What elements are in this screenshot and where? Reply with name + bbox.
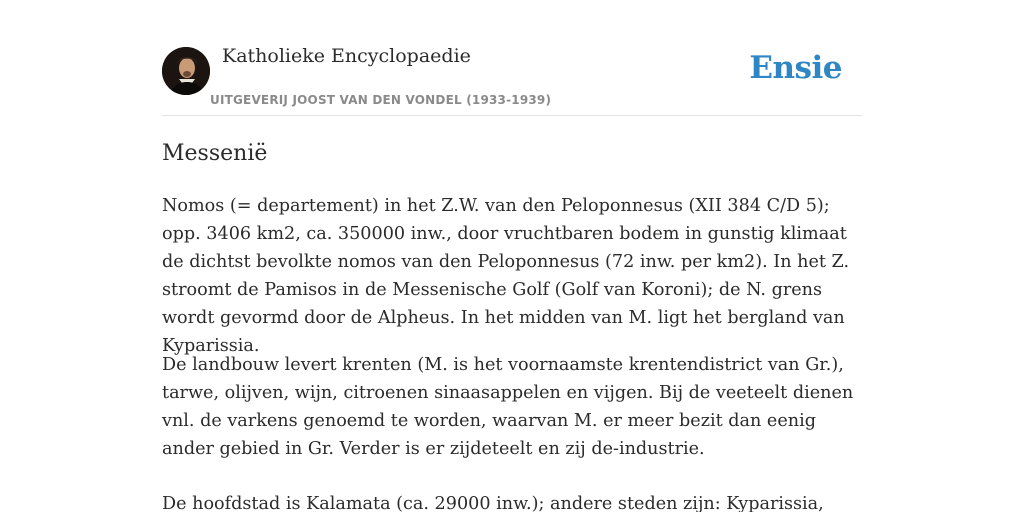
entry-title: Messenië [162,141,268,166]
site-title[interactable]: Katholieke Encyclopaedie [222,45,471,67]
brand-logo[interactable]: Ensie [749,50,842,86]
article-paragraph: De hoofdstad is Kalamata (ca. 29000 inw.); andere steden zijn: Kyparissia, [162,494,824,512]
article-paragraph: Nomos (= departement) in het Z.W. van den Peloponnesus (XII 384 C/D 5); opp. 3406 km2, ca. 350000 inw., door vruchtbaren bodem in gunstig klimaat de dichtst bevolkte nomos van den Peloponnesus (72 inw. per km2). In het Z. stroomt de Pamisos in de Messenische Golf (Golf van Koroni); de N. grens wordt gevormd door de Alpheus. In het midden van M. ligt het bergland van Kyparissia. [162,196,850,356]
portrait-image [162,47,210,95]
article-paragraph: De landbouw levert krenten (M. is het voornaamste krentendistrict van Gr.), tarwe, olijven, wijn, citroenen sinaasappelen en vijgen. Bij de veeteelt dienen vnl. de varkens genoemd te worden, waarvan M. er meer bezit dan eenig ander gebied in Gr. Verder is er zijdeteelt en zij de-industrie. [162,355,854,459]
site-header [162,0,862,116]
site-subtitle: UITGEVERIJ JOOST VAN DEN VONDEL (1933-1939) [210,93,552,107]
content-column [162,0,862,512]
author-portrait[interactable] [162,47,210,95]
